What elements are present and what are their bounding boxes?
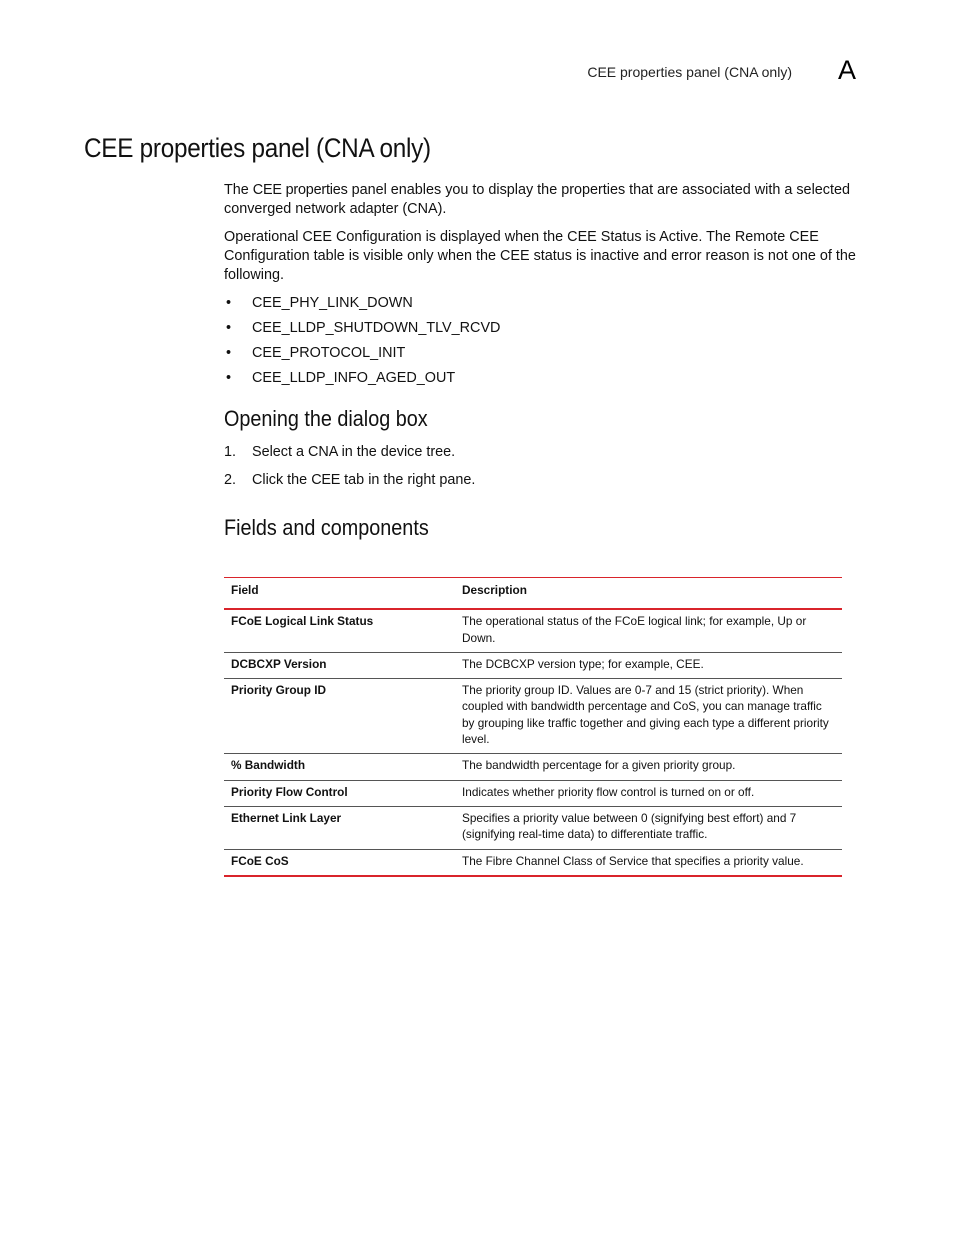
bullet-icon: • (226, 370, 232, 386)
field-name: % Bandwidth (224, 754, 455, 780)
field-name: Ethernet Link Layer (224, 806, 455, 849)
section-heading-opening: Opening the dialog box (224, 406, 428, 431)
table-row (224, 806, 842, 849)
error-reason-list (224, 294, 874, 394)
intro-paragraph-2: Operational CEE Configuration is displayed when the CEE Status is Active. The Remote CEE Configuration table is visible only when the CEE status is inactive and error reason is not one of the following. (224, 229, 856, 283)
field-description: The priority group ID. Values are 0-7 and 15 (strict priority). When coupled with bandwidth percentage and CoS, you can manage traffic by grouping like traffic together and giving each type a different priority level. (455, 679, 842, 754)
field-name: FCoE CoS (224, 849, 455, 876)
table-row (224, 679, 842, 754)
table-header-row (224, 578, 842, 610)
table-row (224, 849, 842, 876)
page-title: CEE properties panel (CNA only) (84, 133, 431, 163)
field-name: Priority Group ID (224, 679, 455, 754)
field-description: The bandwidth percentage for a given priority group. (455, 754, 842, 780)
intro-p1-suffix: panel enables you to display the properties that are associated with a selected converged network adapter (CNA). (224, 182, 850, 217)
field-description: Specifies a priority value between 0 (signifying best effort) and 7 (signifying real-time data) to differentiate traffic. (455, 806, 842, 849)
intro-p1-emphasis: CEE properties (252, 182, 348, 198)
section-heading-fields: Fields and components (224, 515, 429, 540)
column-header-description: Description (455, 578, 842, 610)
field-description: The Fibre Channel Class of Service that specifies a priority value. (455, 849, 842, 876)
intro-paragraph-1 (224, 181, 874, 219)
bullet-icon: • (226, 320, 232, 336)
field-name: FCoE Logical Link Status (224, 609, 455, 652)
list-item (224, 294, 874, 319)
intro-p1-prefix: The (224, 182, 253, 198)
column-header-field: Field (224, 578, 455, 610)
table-row (224, 652, 842, 678)
list-item (224, 369, 874, 394)
bullet-icon: • (226, 295, 232, 311)
step-text-prefix: Click the (252, 472, 312, 488)
list-item-text: CEE_LLDP_INFO_AGED_OUT (252, 370, 456, 386)
bullet-icon: • (226, 345, 232, 361)
field-name: Priority Flow Control (224, 780, 455, 806)
step-text: Select a CNA in the device tree. (252, 444, 456, 460)
list-item-text: CEE_PHY_LINK_DOWN (252, 295, 413, 311)
appendix-letter: A (838, 55, 857, 85)
field-description: The DCBCXP version type; for example, CEE. (455, 652, 842, 678)
field-name: DCBCXP Version (224, 652, 455, 678)
step-text-emphasis: CEE (311, 472, 341, 488)
list-item-text: CEE_PROTOCOL_INIT (252, 345, 406, 361)
table-row (224, 780, 842, 806)
field-description: Indicates whether priority flow control is turned on or off. (455, 780, 842, 806)
field-description: The operational status of the FCoE logical link; for example, Up or Down. (455, 609, 842, 652)
list-item-text: CEE_LLDP_SHUTDOWN_TLV_RCVD (252, 320, 501, 336)
list-item (224, 344, 874, 369)
table-row (224, 609, 842, 652)
table-row (224, 754, 842, 780)
step-number: 1. (224, 444, 237, 460)
step-item (224, 443, 874, 471)
steps-list (224, 443, 874, 499)
step-item (224, 471, 874, 499)
running-header: CEE properties panel (CNA only) (587, 64, 792, 80)
step-number: 2. (224, 472, 237, 488)
step-text-suffix: tab in the right pane. (340, 472, 476, 488)
fields-table (224, 577, 842, 877)
list-item (224, 319, 874, 344)
main-content (224, 181, 874, 552)
